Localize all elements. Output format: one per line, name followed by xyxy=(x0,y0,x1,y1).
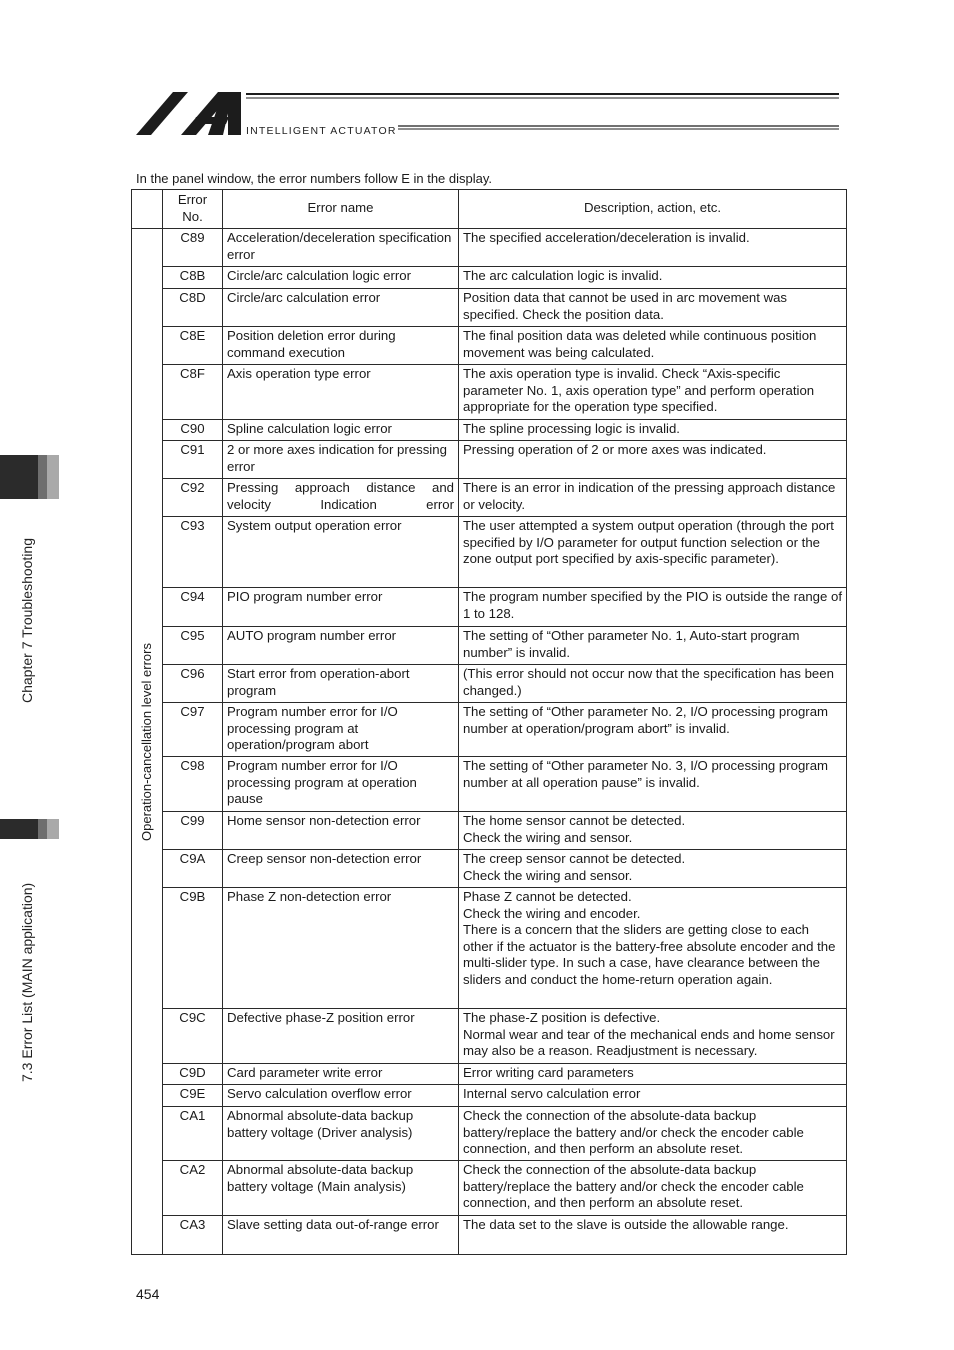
table-body xyxy=(132,229,847,1255)
error-code: C91 xyxy=(163,441,223,479)
error-name: Defective phase-Z position error xyxy=(223,1009,459,1064)
error-code: C8D xyxy=(163,289,223,327)
intro-text: In the panel window, the error numbers follow E in the display. xyxy=(136,171,493,186)
error-code: C8E xyxy=(163,327,223,365)
error-code: C8F xyxy=(163,365,223,420)
table-row xyxy=(132,229,847,267)
table-row xyxy=(132,1009,847,1064)
error-code: C89 xyxy=(163,229,223,267)
error-name: Slave setting data out-of-range error xyxy=(223,1216,459,1255)
error-description: The axis operation type is invalid. Check “Axis-specific parameter No. 1, axis operation type” and perform operation appropriate for the operation type specified. xyxy=(459,365,847,420)
table-row xyxy=(132,1107,847,1161)
section-tab xyxy=(0,819,60,839)
error-name: Spline calculation logic error xyxy=(223,420,459,441)
table-row xyxy=(132,420,847,441)
error-description: Internal servo calculation error xyxy=(459,1085,847,1107)
error-name: Home sensor non-detection error xyxy=(223,812,459,850)
error-description: Position data that cannot be used in arc movement was specified. Check the position data. xyxy=(459,289,847,327)
error-list-table xyxy=(131,189,847,1255)
error-description: There is an error in indication of the pressing approach distance or velocity. xyxy=(459,479,847,517)
error-description: The setting of “Other parameter No. 1, Auto-start program number” is invalid. xyxy=(459,627,847,665)
error-name: Servo calculation overflow error xyxy=(223,1085,459,1107)
error-code: C97 xyxy=(163,703,223,757)
table-row xyxy=(132,365,847,420)
error-description: The creep sensor cannot be detected. Check the wiring and sensor. xyxy=(459,850,847,888)
error-code: C98 xyxy=(163,757,223,812)
header-category xyxy=(132,190,163,229)
error-name: Pressing approach distance and velocity Indication error xyxy=(223,479,459,517)
error-name: PIO program number error xyxy=(223,588,459,627)
error-name: System output operation error xyxy=(223,517,459,588)
category-cell xyxy=(132,229,163,1255)
error-description: Pressing operation of 2 or more axes was indicated. xyxy=(459,441,847,479)
table-header-row xyxy=(132,190,847,229)
error-description: The final position data was deleted while continuous position movement was being calculated. xyxy=(459,327,847,365)
error-code: C9C xyxy=(163,1009,223,1064)
error-name: Program number error for I/O processing program at operation pause xyxy=(223,757,459,812)
error-code: CA3 xyxy=(163,1216,223,1255)
table-row xyxy=(132,757,847,812)
error-description: Error writing card parameters xyxy=(459,1064,847,1085)
error-description: The phase-Z position is defective. Normal wear and tear of the mechanical ends and home sensor may also be a reason. Readjustment is necessary. xyxy=(459,1009,847,1064)
error-name: AUTO program number error xyxy=(223,627,459,665)
error-name: Axis operation type error xyxy=(223,365,459,420)
error-description: (This error should not occur now that the specification has been changed.) xyxy=(459,665,847,703)
error-description: The specified acceleration/deceleration is invalid. xyxy=(459,229,847,267)
error-name: 2 or more axes indication for pressing error xyxy=(223,441,459,479)
header-error-name: Error name xyxy=(223,190,459,229)
error-name: Start error from operation-abort program xyxy=(223,665,459,703)
error-name: Circle/arc calculation logic error xyxy=(223,267,459,289)
iai-logo-mark xyxy=(136,90,841,138)
table-row xyxy=(132,588,847,627)
page-number: 454 xyxy=(136,1286,160,1302)
error-code: C90 xyxy=(163,420,223,441)
table-row xyxy=(132,1064,847,1085)
table-row xyxy=(132,888,847,1009)
error-description: The user attempted a system output operation (through the port specified by I/O parameter for output function selection or the zone output port specified by axis-specific parameter). xyxy=(459,517,847,588)
table-row xyxy=(132,267,847,289)
table-row xyxy=(132,850,847,888)
logo-wordmark: INTELLIGENT ACTUATOR xyxy=(246,125,397,137)
table-row xyxy=(132,479,847,517)
table-row xyxy=(132,1161,847,1216)
error-code: C94 xyxy=(163,588,223,627)
error-code: C8B xyxy=(163,267,223,289)
error-description: The setting of “Other parameter No. 2, I/O processing program number at operation/program abort” is invalid. xyxy=(459,703,847,757)
error-name: Acceleration/deceleration specification error xyxy=(223,229,459,267)
error-name: Card parameter write error xyxy=(223,1064,459,1085)
table-row xyxy=(132,627,847,665)
table-row xyxy=(132,327,847,365)
chapter-tab xyxy=(0,455,60,499)
table-row xyxy=(132,703,847,757)
error-description: The setting of “Other parameter No. 3, I/O processing program number at all operation pause” is invalid. xyxy=(459,757,847,812)
error-code: C95 xyxy=(163,627,223,665)
error-code: CA1 xyxy=(163,1107,223,1161)
error-code: C96 xyxy=(163,665,223,703)
header-description: Description, action, etc. xyxy=(459,190,847,229)
error-name: Abnormal absolute-data backup battery voltage (Main analysis) xyxy=(223,1161,459,1216)
error-code: C9B xyxy=(163,888,223,1009)
error-description: Check the connection of the absolute-data backup battery/replace the battery and/or check the encoder cable connection, and then perform an absolute reset. xyxy=(459,1161,847,1216)
table-row xyxy=(132,517,847,588)
error-description: The home sensor cannot be detected. Check the wiring and sensor. xyxy=(459,812,847,850)
error-code: C92 xyxy=(163,479,223,517)
error-code: C9D xyxy=(163,1064,223,1085)
category-label: Operation-cancellation level errors xyxy=(138,642,154,841)
error-name: Program number error for I/O processing program at operation/program abort xyxy=(223,703,459,757)
chapter-side-label: Chapter 7 Troubleshooting xyxy=(19,538,35,703)
error-description: Phase Z cannot be detected. Check the wiring and encoder. There is a concern that the sliders are getting close to each other if the actuator is the battery-free absolute encoder and the multi-slider type. In such a case, have clearance between the sliders and conduct the home-return operation again. xyxy=(459,888,847,1009)
error-code: C93 xyxy=(163,517,223,588)
error-description: The arc calculation logic is invalid. xyxy=(459,267,847,289)
error-description: The program number specified by the PIO is outside the range of 1 to 128. xyxy=(459,588,847,627)
table-row xyxy=(132,289,847,327)
error-code: C9A xyxy=(163,850,223,888)
error-description: Check the connection of the absolute-data backup battery/replace the battery and/or check the encoder cable connection, and then perform an absolute reset. xyxy=(459,1107,847,1161)
error-code: C9E xyxy=(163,1085,223,1107)
error-name: Creep sensor non-detection error xyxy=(223,850,459,888)
table-row xyxy=(132,812,847,850)
header-error-no: Error No. xyxy=(163,190,223,229)
table-row xyxy=(132,1085,847,1107)
table-row xyxy=(132,665,847,703)
error-description: The data set to the slave is outside the allowable range. xyxy=(459,1216,847,1255)
error-name: Phase Z non-detection error xyxy=(223,888,459,1009)
error-code: CA2 xyxy=(163,1161,223,1216)
error-name: Circle/arc calculation error xyxy=(223,289,459,327)
section-side-label: 7.3 Error List (MAIN application) xyxy=(19,882,35,1082)
iai-logo xyxy=(136,90,841,138)
error-code: C99 xyxy=(163,812,223,850)
error-description: The spline processing logic is invalid. xyxy=(459,420,847,441)
table-row xyxy=(132,441,847,479)
table-row xyxy=(132,1216,847,1255)
error-name: Position deletion error during command execution xyxy=(223,327,459,365)
error-name: Abnormal absolute-data backup battery voltage (Driver analysis) xyxy=(223,1107,459,1161)
